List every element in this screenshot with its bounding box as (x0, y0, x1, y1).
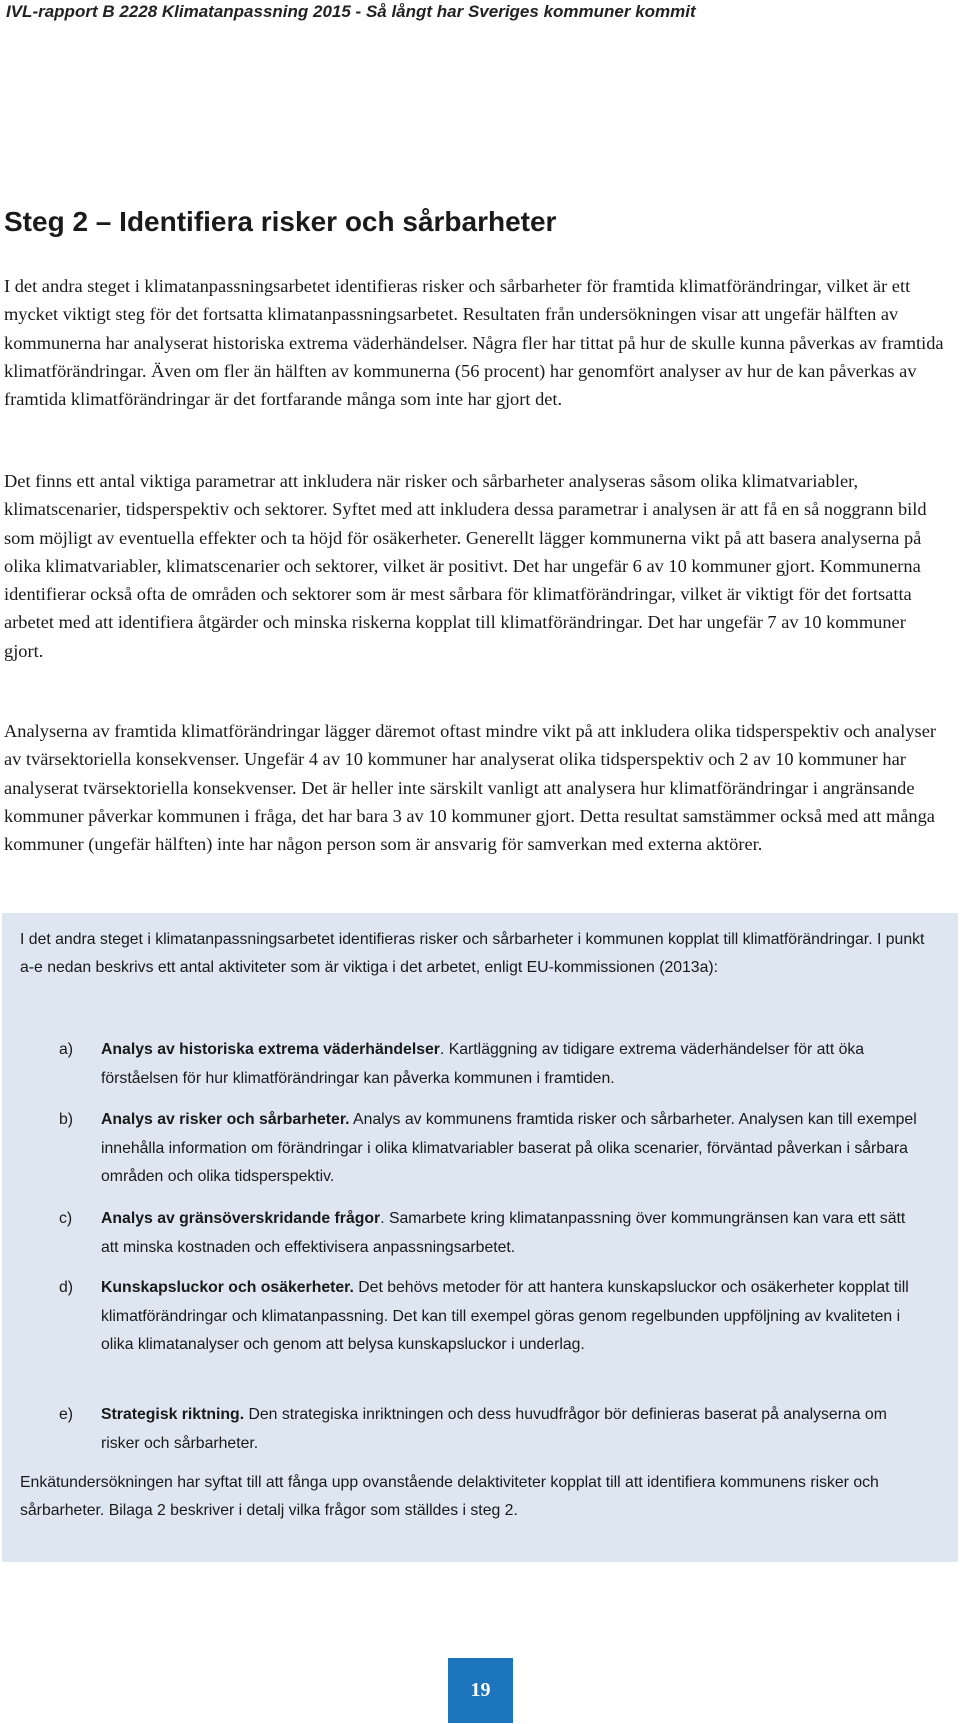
body-paragraph-3: Analyserna av framtida klimatförändringar lägger däremot oftast mindre vikt på att inkludera olika tidsperspektiv och analyser av tvärsektoriella konsekvenser. Ungefär 4 av 10 kommuner har analyserat olika tidsperspektiv och 2 av 10 kommuner har analyserat tvärsektoriella konsekvenser. Det är heller inte särskilt vanligt att analysera hur klimatförändringar i angränsande kommuner påverkar kommunen i fråga, det har bara 3 av 10 kommuner gjort. Detta resultat samstämmer också med att många kommuner (ungefär hälften) inte har någon person som är ansvarig för samverkan med externa aktörer. (4, 721, 936, 855)
page-number-badge (448, 1658, 513, 1723)
list-item-title: Analys av historiska extrema väderhändelser (101, 1041, 440, 1058)
body-paragraph-1: I det andra steget i klimatanpassningsarbetet identifieras risker och sårbarheter för framtida klimatförändringar, vilket är ett mycket viktigt steg för det fortsatta klimatanpassningsarbetet. Resultaten från undersökningen visar att ungefär hälften av kommunerna har analyserat historiska extrema väderhändelser. Några fler har tittat på hur de skulle kunna påverkas av framtida klimatförändringar. Även om fler än hälften av kommunerna (56 procent) har genomfört analyser av hur de kan påverkas av framtida klimatförändringar är det fortfarande många som inte har gjort det. (4, 276, 944, 410)
list-item-text (101, 1036, 923, 1093)
list-item-description: Analys av kommunens framtida risker och sårbarheter. Analysen kan till exempel innehålla information om förändringar i olika klimatvariabler baserat på olika scenarier, förväntad påverkan i sårbara områden och olika tidsperspektiv. (101, 1111, 917, 1185)
list-item-text (101, 1401, 923, 1458)
running-header: IVL-rapport B 2228 Klimatanpassning 2015 - Så långt har Sveriges kommuner kommit (6, 2, 696, 21)
body-paragraph-2: Det finns ett antal viktiga parametrar att inkludera när risker och sårbarheter analyseras såsom olika klimatvariabler, klimatscenarier, tidsperspektiv och sektorer. Syftet med att inkludera dessa parametrar i analysen är att få en så noggrann bild som möjligt av eventuella effekter och ta höjd för osäkerheter. Generellt lägger kommunerna vikt på att basera analyserna på olika klimatvariabler, klimatscenarier och sektorer, vilket är positivt. Det har ungefär 6 av 10 kommuner gjort. Kommunerna identifierar också ofta de områden och sektorer som är mest sårbara för klimatförändringar, vilket är viktigt för det fortsatta arbetet med att identifiera åtgärder och minska riskerna kopplat till klimatförändringar. Det har ungefär 7 av 10 kommuner gjort. (4, 471, 927, 661)
page-number: 19 (470, 1679, 491, 1701)
info-box-outro: Enkätundersökningen har syftat till att fånga upp ovanstående delaktiviteter kopplat till att identifiera kommunens risker och sårbarheter. Bilaga 2 beskriver i detalj vilka frågor som ställdes i steg 2. (20, 1474, 879, 1519)
section-title: Steg 2 – Identifiera risker och sårbarheter (4, 206, 557, 237)
list-item-text (101, 1274, 923, 1360)
list-item-letter: c) (59, 1210, 73, 1227)
list-item-letter: a) (59, 1041, 74, 1058)
list-item-title: Strategisk riktning. (101, 1406, 245, 1423)
list-item-description: Den strategiska inriktningen och dess huvudfrågor bör definieras baserat på analyserna om risker och sårbarheter. (101, 1406, 887, 1452)
info-box-intro: I det andra steget i klimatanpassningsarbetet identifieras risker och sårbarheter i kommunen kopplat till klimatförändringar. I punkt a-e nedan beskrivs ett antal aktiviteter som är viktiga i det arbetet, enligt EU-kommissionen (2013a): (20, 931, 925, 976)
list-item-letter: d) (59, 1279, 74, 1296)
list-item-text (101, 1205, 923, 1262)
list-item-title: Analys av gränsöverskridande frågor (101, 1210, 381, 1227)
list-item-letter: b) (59, 1111, 74, 1128)
list-item-title: Analys av risker och sårbarheter. (101, 1111, 350, 1128)
list-item-text (101, 1106, 923, 1192)
list-item-title: Kunskapsluckor och osäkerheter. (101, 1279, 354, 1296)
list-item-letter: e) (59, 1406, 74, 1423)
list-item-description: . Kartläggning av tidigare extrema väderhändelser för att öka förståelsen för hur klimatförändringar kan påverka kommunen i framtiden. (101, 1041, 865, 1087)
list-item-description: . Samarbete kring klimatanpassning över kommungränsen kan vara ett sätt att minska kostnaden och effektivisera anpassningsarbetet. (101, 1210, 906, 1256)
list-item-description: Det behövs metoder för att hantera kunskapsluckor och osäkerheter kopplat till klimatförändringar och klimatanpassning. Det kan till exempel göras genom regelbunden uppföljning av kvaliteten i olika klimatanalyser och genom att belysa kunskapsluckor i underlag. (101, 1279, 909, 1353)
